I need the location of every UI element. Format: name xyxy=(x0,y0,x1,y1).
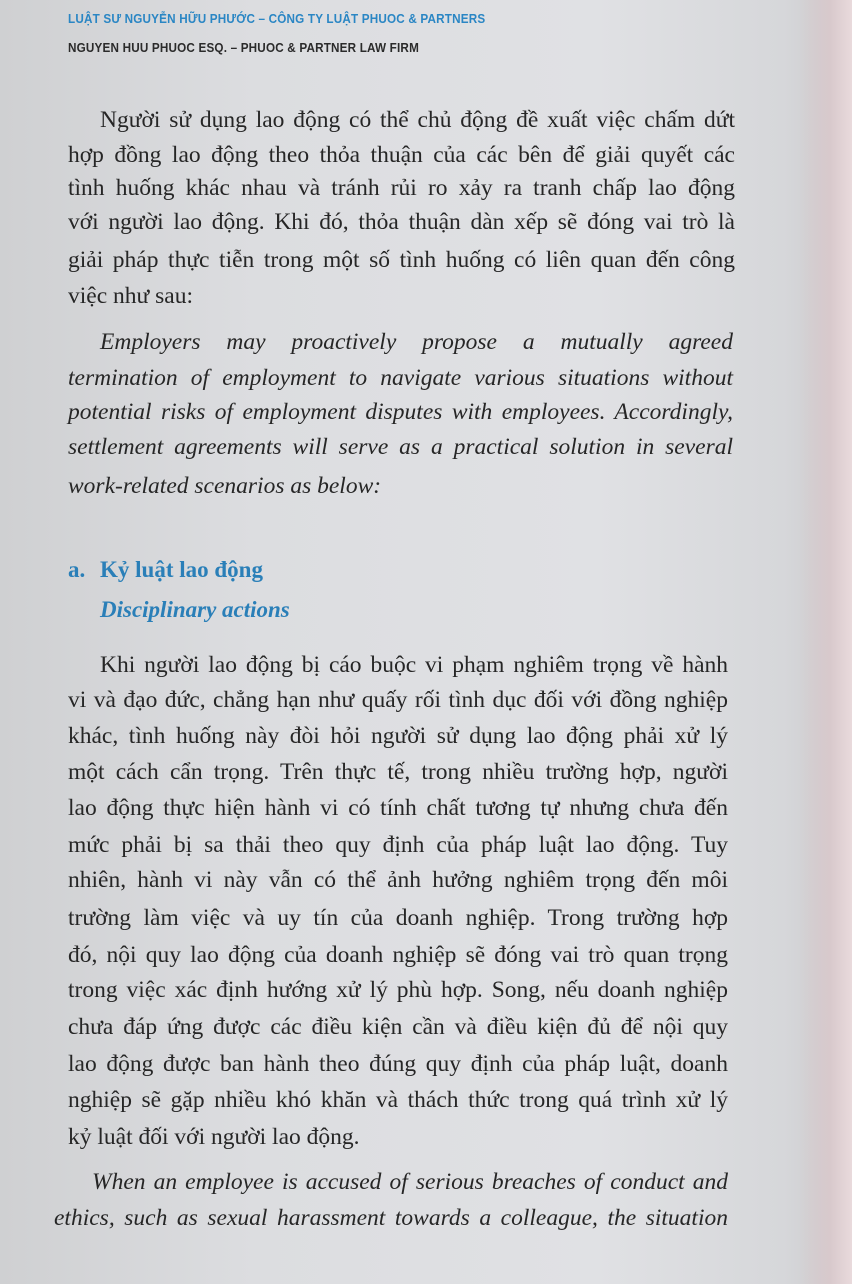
text-line: mức phải bị sa thải theo quy định của pháp luật lao động. Tuy xyxy=(68,832,728,858)
text-line: potential risks of employment disputes with employees. Accordingly, xyxy=(68,399,733,425)
text-line: tình huống khác nhau và tránh rủi ro xảy ra tranh chấp lao động xyxy=(68,175,735,201)
text-line: việc như sau: xyxy=(68,283,193,309)
text-line: lao động được ban hành theo đúng quy định của pháp luật, doanh xyxy=(68,1051,728,1077)
text-line: một cách cẩn trọng. Trên thực tế, trong nhiều trường hợp, người xyxy=(68,759,728,785)
text-line: giải pháp thực tiễn trong một số tình huống có liên quan đến công xyxy=(68,247,735,273)
text-line: work-related scenarios as below: xyxy=(68,473,382,499)
section-title-vi: Kỷ luật lao động xyxy=(100,557,263,582)
page-edge xyxy=(764,0,852,1284)
text-line: lao động thực hiện hành vi có tính chất tương tự nhưng chưa đến xyxy=(68,795,728,821)
section-title-en: Disciplinary actions xyxy=(100,597,290,622)
text-line: vi và đạo đức, chẳng hạn như quấy rối tình dục đối với đồng nghiệp xyxy=(68,687,728,713)
running-header-vi: LUẬT SƯ NGUYỄN HỮU PHƯỚC – CÔNG TY LUẬT PHUOC & PARTNERS xyxy=(68,11,486,26)
text-line: termination of employment to navigate various situations without xyxy=(68,365,733,391)
text-line: trường làm việc và uy tín của doanh nghiệp. Trong trường hợp xyxy=(68,905,728,931)
text-line: ethics, such as sexual harassment towards a colleague, the situation xyxy=(54,1205,728,1231)
running-header-en: NGUYEN HUU PHUOC ESQ. – PHUOC & PARTNER LAW FIRM xyxy=(68,40,419,55)
text-line: trong việc xác định hướng xử lý phù hợp. Song, nếu doanh nghiệp xyxy=(68,977,728,1003)
text-line: settlement agreements will serve as a practical solution in several xyxy=(68,434,733,460)
text-line: nhiên, hành vi này vẫn có thể ảnh hưởng nghiêm trọng đến môi xyxy=(68,867,728,893)
text-line: với người lao động. Khi đó, thỏa thuận dàn xếp sẽ đóng vai trò là xyxy=(68,209,735,235)
text-line: nghiệp sẽ gặp nhiều khó khăn và thách thức trong quá trình xử lý xyxy=(68,1087,728,1113)
text-line: hợp đồng lao động theo thỏa thuận của các bên để giải quyết các xyxy=(68,142,735,168)
text-line: đó, nội quy lao động của doanh nghiệp sẽ đóng vai trò quan trọng xyxy=(68,942,728,968)
section-marker: a. xyxy=(68,557,86,582)
text-line: chưa đáp ứng được các điều kiện cần và điều kiện đủ để nội quy xyxy=(68,1014,728,1040)
text-line: khác, tình huống này đòi hỏi người sử dụng lao động phải xử lý xyxy=(68,723,728,749)
text-line: Khi người lao động bị cáo buộc vi phạm nghiêm trọng về hành xyxy=(100,652,728,678)
text-line: Employers may proactively propose a mutually agreed xyxy=(100,329,733,355)
text-line: kỷ luật đối với người lao động. xyxy=(68,1124,360,1150)
text-line: Người sử dụng lao động có thể chủ động đề xuất việc chấm dứt xyxy=(100,107,735,133)
text-line: When an employee is accused of serious breaches of conduct and xyxy=(92,1169,728,1195)
